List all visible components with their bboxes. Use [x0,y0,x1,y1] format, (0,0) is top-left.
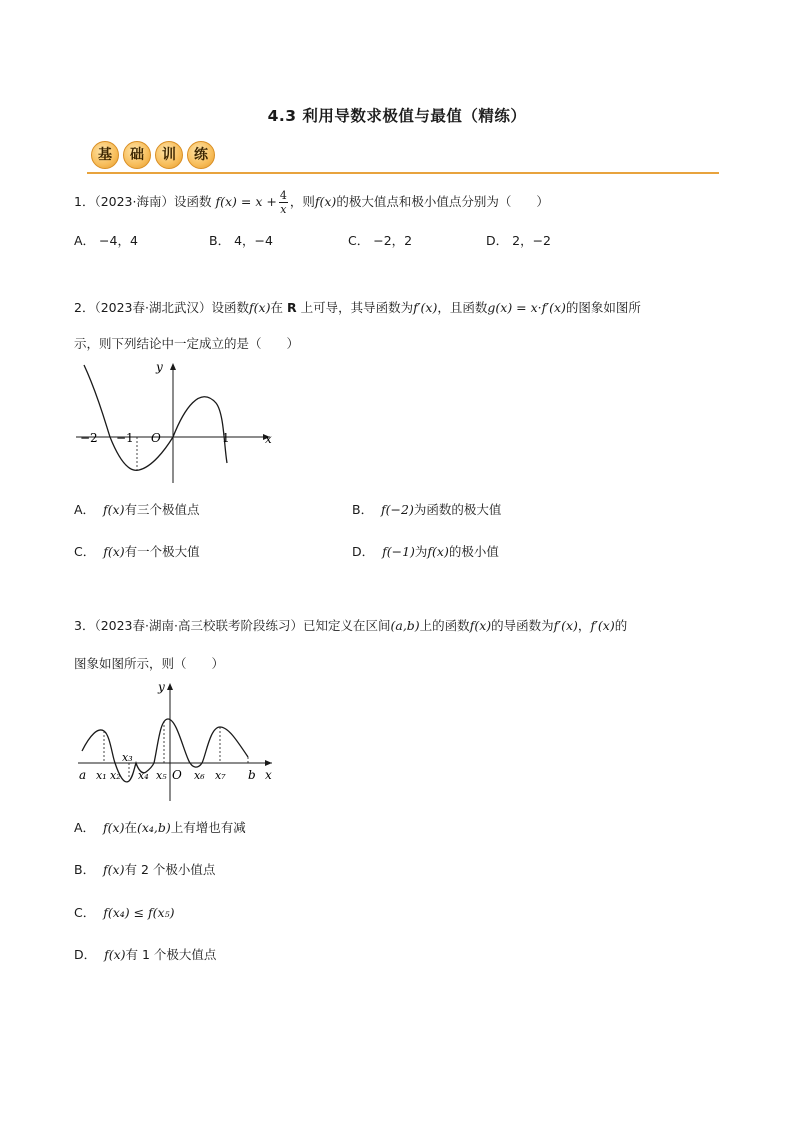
q1-option-a[interactable] [74,231,138,249]
q3-option-d[interactable] [74,945,216,963]
q2-option-c-text: 有一个极大值 [124,544,200,559]
q3-label-a: a [79,768,87,782]
q2-option-b-text: 为函数的极大值 [413,502,502,517]
q1-option-c[interactable] [348,231,412,249]
q3-option-d-label: D． [74,947,97,962]
banner-char-3: 训 [155,141,183,169]
q3-option-a-math2: (x₄,b) [136,820,171,835]
q2-label-origin: O [151,431,161,445]
q3-option-d-text: 有 1 个极大值点 [125,947,217,962]
q2-tick-1: 1 [222,431,230,445]
q3-label-x: x [265,768,272,782]
q3-label-b: b [248,768,256,782]
q2-option-b-label: B． [352,502,374,517]
q3-option-b-label: B． [74,862,96,877]
q3-fpx2: f′(x) [590,618,615,633]
q1-option-a-text: −4，4 [99,233,138,248]
q1-fx: f(x) [314,194,337,209]
q3-label-x4: x₄ [138,769,149,782]
q3-text-a: 已知定义在区间 [302,618,391,633]
q2-option-b[interactable] [352,500,501,518]
q2-fpx: f′(x) [413,300,438,315]
banner-char-2: 础 [123,141,151,169]
q3-option-c[interactable] [74,903,175,921]
question-2-stem [74,298,641,316]
q1-option-b[interactable] [209,231,273,249]
q3-label-x2: x₂ [110,769,121,782]
q1-source: （2023·海南） [94,194,174,209]
q3-text-c: 的导函数为 [491,618,554,633]
q3-option-a-text: 上有增也有减 [170,820,246,835]
q2-text-b: 在 [270,300,283,315]
q2-tick-neg2: −2 [80,431,98,445]
q3-text-b: 上的函数 [419,618,470,633]
question-2-stem-2: 示，则下列结论中一定成立的是（ ） [74,336,300,351]
q3-option-a-math: f(x) [103,820,125,835]
q2-option-d-text: 的极小值 [448,544,499,559]
question-1-stem [74,190,549,215]
question-3-stem [74,616,627,634]
q1-option-b-label: B． [209,233,231,248]
q1-option-c-text: −2，2 [373,233,413,248]
q3-source: （2023春·湖南·高三校联考阶段练习） [94,618,303,633]
q3-option-a-text-a: 在 [124,820,137,835]
q3-label-x1: x₁ [96,769,107,782]
q2-option-b-math: f(−2) [381,502,414,517]
question-3-stem-2: 图象如图所示，则（ ） [74,656,225,671]
q2-option-d-text-a: 为 [414,544,428,559]
q2-text-d: ，且函数 [437,300,488,315]
q2-option-a-text: 有三个极值点 [124,502,200,517]
q2-text-e: 的图象如图所 [565,300,641,315]
q2-text-c: 上可导，其导函数为 [300,300,414,315]
q2-gx: g(x) = x·f′(x) [487,300,566,315]
q1-frac-den: x [280,203,287,216]
q3-option-a[interactable] [74,818,246,836]
q2-graph [72,355,282,490]
q2-label-x: x [265,432,272,446]
q3-number: 3． [74,618,95,633]
q3-option-c-label: C． [74,905,96,920]
q2-text-a: 设函数 [211,300,250,315]
q3-option-d-math: f(x) [104,947,126,962]
q2-fx: f(x) [249,300,271,315]
q2-option-c[interactable] [74,542,200,560]
q3-fpx: f′(x) [553,618,578,633]
q3-option-c-math: f(x₄) ≤ f(x₅) [103,905,175,920]
q2-option-d-label: D． [352,544,375,559]
q2-option-a-label: A． [74,502,96,517]
q2-option-a[interactable] [74,500,199,518]
q2-tick-neg1: −1 [116,431,134,445]
q3-label-x5: x₅ [156,769,167,782]
q1-number: 1． [74,194,95,209]
q1-text-c: 的极大值点和极小值点分别为（ ） [336,194,549,209]
q1-option-a-label: A． [74,233,96,248]
q3-option-b-math: f(x) [103,862,125,877]
q2-R: R [286,300,297,315]
q1-option-b-text: 4，−4 [234,233,273,248]
q1-fraction [279,190,288,215]
q3-x-arrow [265,760,272,766]
q1-text-b: ，则 [289,194,315,209]
q1-option-d-text: 2，−2 [512,233,552,248]
q3-option-a-label: A． [74,820,96,835]
q3-y-arrow [167,683,173,690]
q2-curve [84,365,227,470]
q3-option-b[interactable] [74,860,215,878]
q2-source: （2023春·湖北武汉） [94,300,212,315]
q2-label-y: y [156,360,163,374]
q2-option-c-label: C． [74,544,96,559]
q3-label-x6: x₆ [194,769,205,782]
q1-text-a: 设函数 [174,194,212,209]
q2-number: 2． [74,300,95,315]
page-title: 4.3 利用导数求极值与最值（精练） [267,107,527,125]
banner-char-4: 练 [187,141,215,169]
q3-fx: f(x) [469,618,492,633]
q3-label-origin: O [172,768,182,782]
q2-option-a-math: f(x) [103,502,125,517]
q1-frac-num: 4 [279,189,287,202]
q3-text-e: 的 [614,618,628,633]
q2-y-arrow [170,363,176,370]
section-divider [87,172,719,174]
q2-option-d[interactable] [352,542,499,560]
q1-option-c-label: C． [348,233,370,248]
q3-label-x7: x₇ [215,769,226,782]
q1-option-d[interactable] [486,231,551,249]
q2-option-c-math: f(x) [103,544,125,559]
q2-option-d-math2: f(x) [427,544,449,559]
q1-option-d-label: D． [486,233,509,248]
q3-option-b-text: 有 2 个极小值点 [124,862,216,877]
q3-graph [72,675,282,805]
q3-ab: (a,b) [390,618,420,633]
q3-label-y: y [158,680,165,694]
q1-func: f(x) = x + [215,194,277,209]
q2-option-d-math: f(−1) [382,544,415,559]
q3-label-x3: x₃ [122,751,133,764]
section-banner [87,141,219,172]
q3-text-d: ， [577,618,591,633]
banner-char-1: 基 [91,141,119,169]
